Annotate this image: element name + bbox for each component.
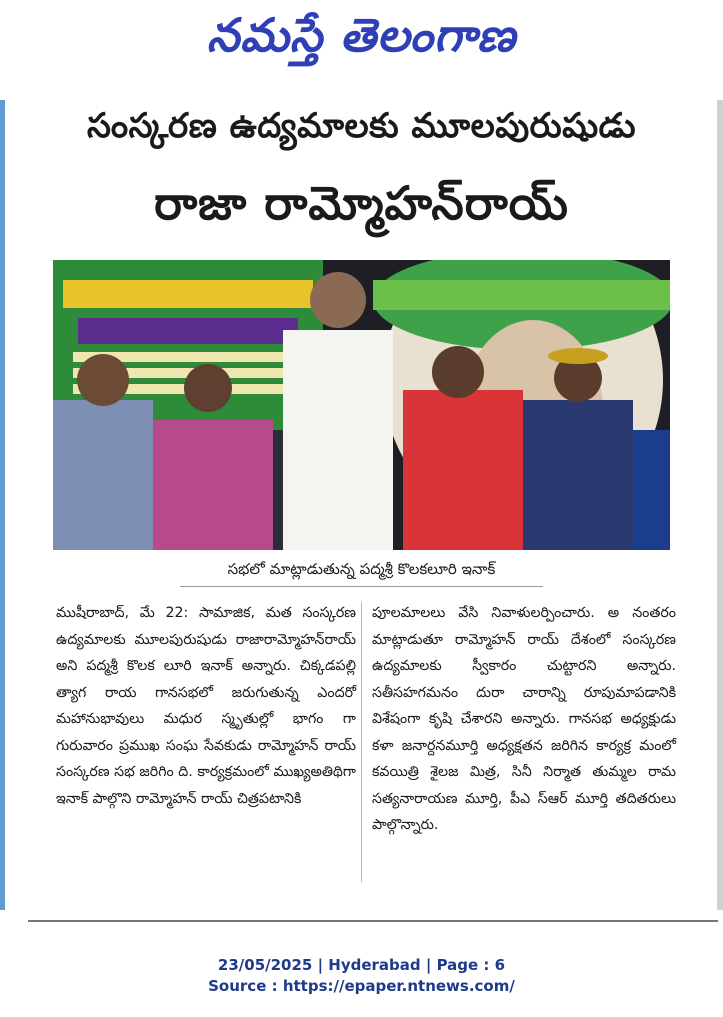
masthead	[0, 0, 723, 78]
left-edge-bar	[0, 100, 5, 910]
footer-source-link[interactable]: Source : https://epaper.ntnews.com/	[208, 977, 515, 995]
footer-divider	[28, 920, 718, 922]
article-column-1: ముషీరాబాద్‌, మే 22: సామాజిక, మత సంస్కరణ ఉద్యమాలకు మూలపురుషుడు రాజారామ్మోహన్‌రాయ్‌ అని పద్మశ్రీ కొలక లూరి ఇనాక్‌ అన్నారు. చిక్కడపల్లి త్యాగ రాయ గానసభలో జరుగుతున్న ఎందరో మహానుభావులు మధుర స్మృతుల్లో భాగం గా గురువారం ప్రముఖ సంఘ సేవకుడు రామ్మోహన్‌ రాయ్‌ సంస్కరణ సభ జరిగిం ది. కార్యక్రమంలో ముఖ్యఅతిథిగా ఇనాక్‌ పాల్గొని రామ్మోహన్‌ రాయ్‌ చిత్రపటానికి	[56, 605, 356, 807]
column-divider	[361, 602, 362, 882]
photo-caption: సభలో మాట్లాడుతున్న పద్మశ్రీ కొలకలూరి ఇనాక్‌	[180, 560, 543, 587]
right-edge-strip	[717, 100, 723, 910]
article-column-2: పూలమాలలు వేసి నివాళులర్పించారు. అ నంతరం మాట్లాడుతూ రామ్మోహన్‌ రాయ్‌ దేశంలో సంస్కరణ ఉద్యమాలకు స్వీకారం చుట్టారని అన్నారు. సతీసహగమనం దురా చారాన్ని రూపుమాపడానికి విశేషంగా కృషి చేశారని అన్నారు. గానసభ అధ్యక్షుడు కళా జనార్దనమూర్తి అధ్యక్షతన జరిగిన కార్యక్ర మంలో కవయిత్రి శైలజ మిత్ర, సినీ నిర్మాత తుమ్మల రామ సత్యనారాయణ మూర్తి, పీఎ స్‌ఆర్‌ మూర్తి తదితరులు పాల్గొన్నారు.	[372, 605, 676, 833]
event-photo	[53, 260, 670, 550]
headline-line-2: రాజా రామ్మోహన్‌రాయ్‌	[154, 176, 569, 230]
footer-date-location-page: 23/05/2025 | Hyderabad | Page : 6	[217, 956, 506, 974]
headline-line-1: సంస్కరణ ఉద్యమాలకు మూలపురుషుడు	[86, 106, 637, 146]
newspaper-title: నమస్తే తెలంగాణ	[206, 8, 517, 62]
